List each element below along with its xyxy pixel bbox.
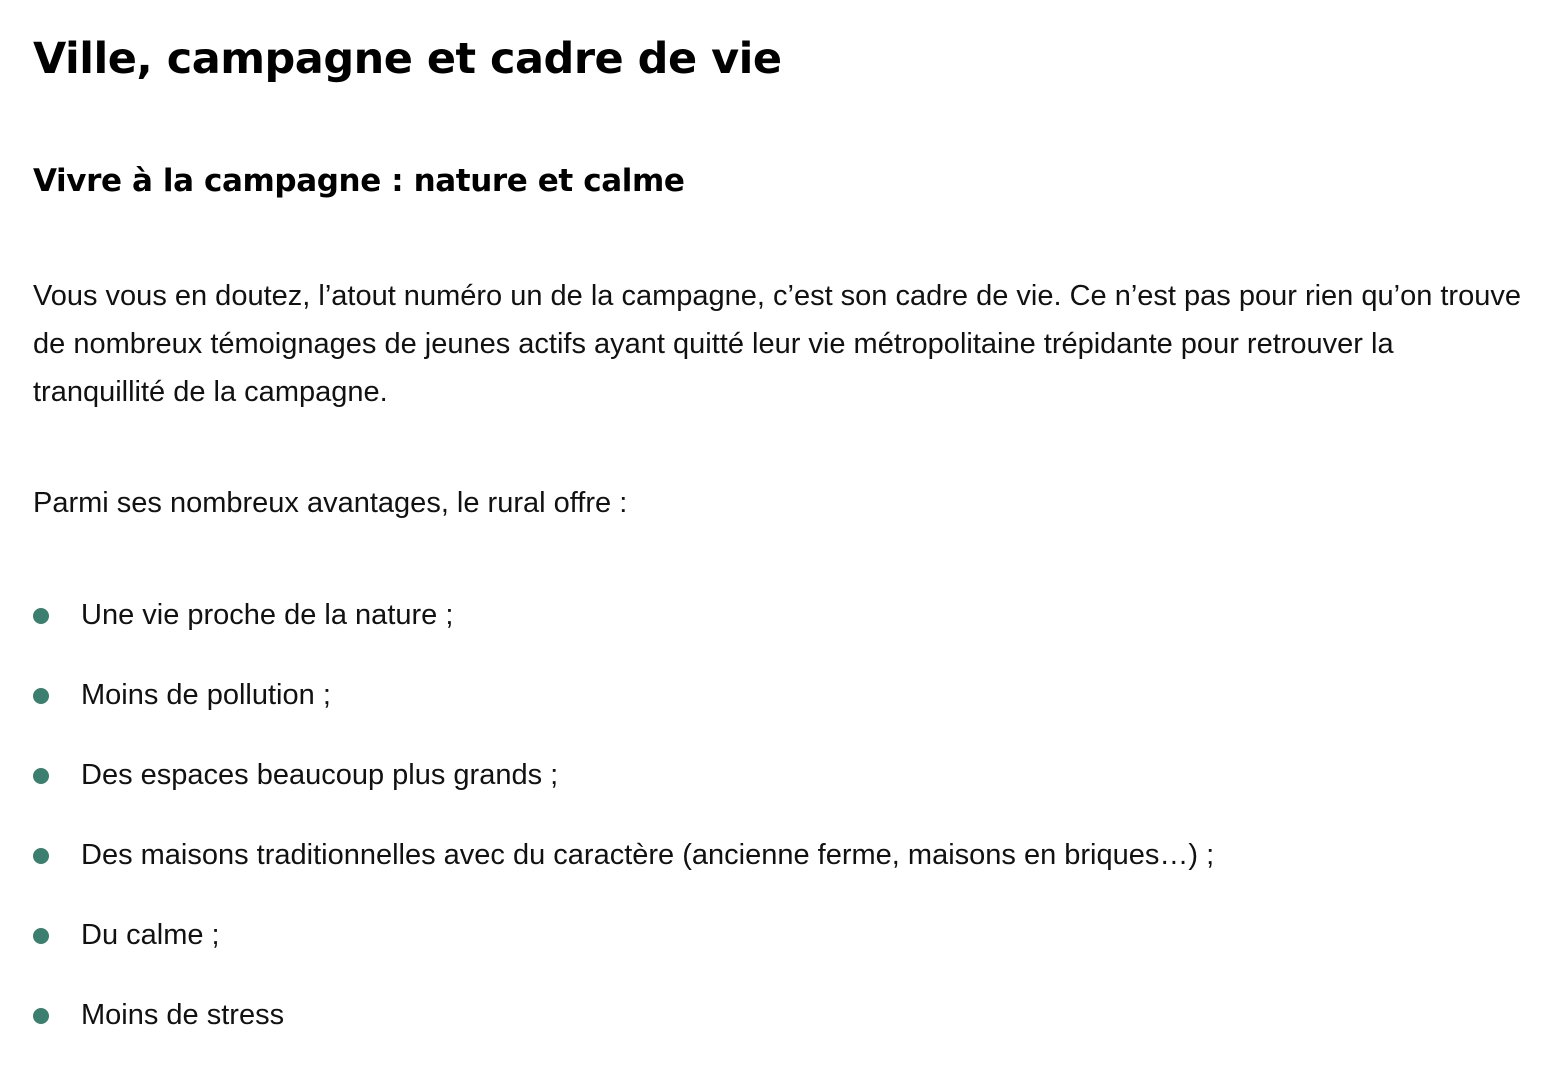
bullet-icon — [33, 1008, 49, 1024]
bullet-icon — [33, 688, 49, 704]
bullet-icon — [33, 608, 49, 624]
list-item-text: Moins de stress — [81, 999, 285, 1031]
intro-paragraph: Vous vous en doutez, l’atout numéro un de la campagne, c’est son cadre de vie. Ce n’est pas pour rien qu’on trouve de nombreux témoignages de jeunes actifs ayant quitté leur vie métropolitaine trépidante pour retrouver la tranquillité de la campagne. — [33, 280, 1521, 408]
list-item-text: Des maisons traditionnelles avec du caractère (ancienne ferme, maisons en briques…) ; — [81, 839, 1215, 871]
bullet-icon — [33, 768, 49, 784]
section-subtitle: Vivre à la campagne : nature et calme — [33, 163, 685, 199]
list-item-text: Du calme ; — [81, 919, 220, 951]
list-item-text: Une vie proche de la nature ; — [81, 599, 454, 631]
list-item-text: Des espaces beaucoup plus grands ; — [81, 759, 559, 791]
list-intro-paragraph: Parmi ses nombreux avantages, le rural offre : — [33, 487, 628, 519]
bullet-icon — [33, 928, 49, 944]
page-title: Ville, campagne et cadre de vie — [33, 34, 782, 84]
list-item-text: Moins de pollution ; — [81, 679, 331, 711]
bullet-icon — [33, 848, 49, 864]
